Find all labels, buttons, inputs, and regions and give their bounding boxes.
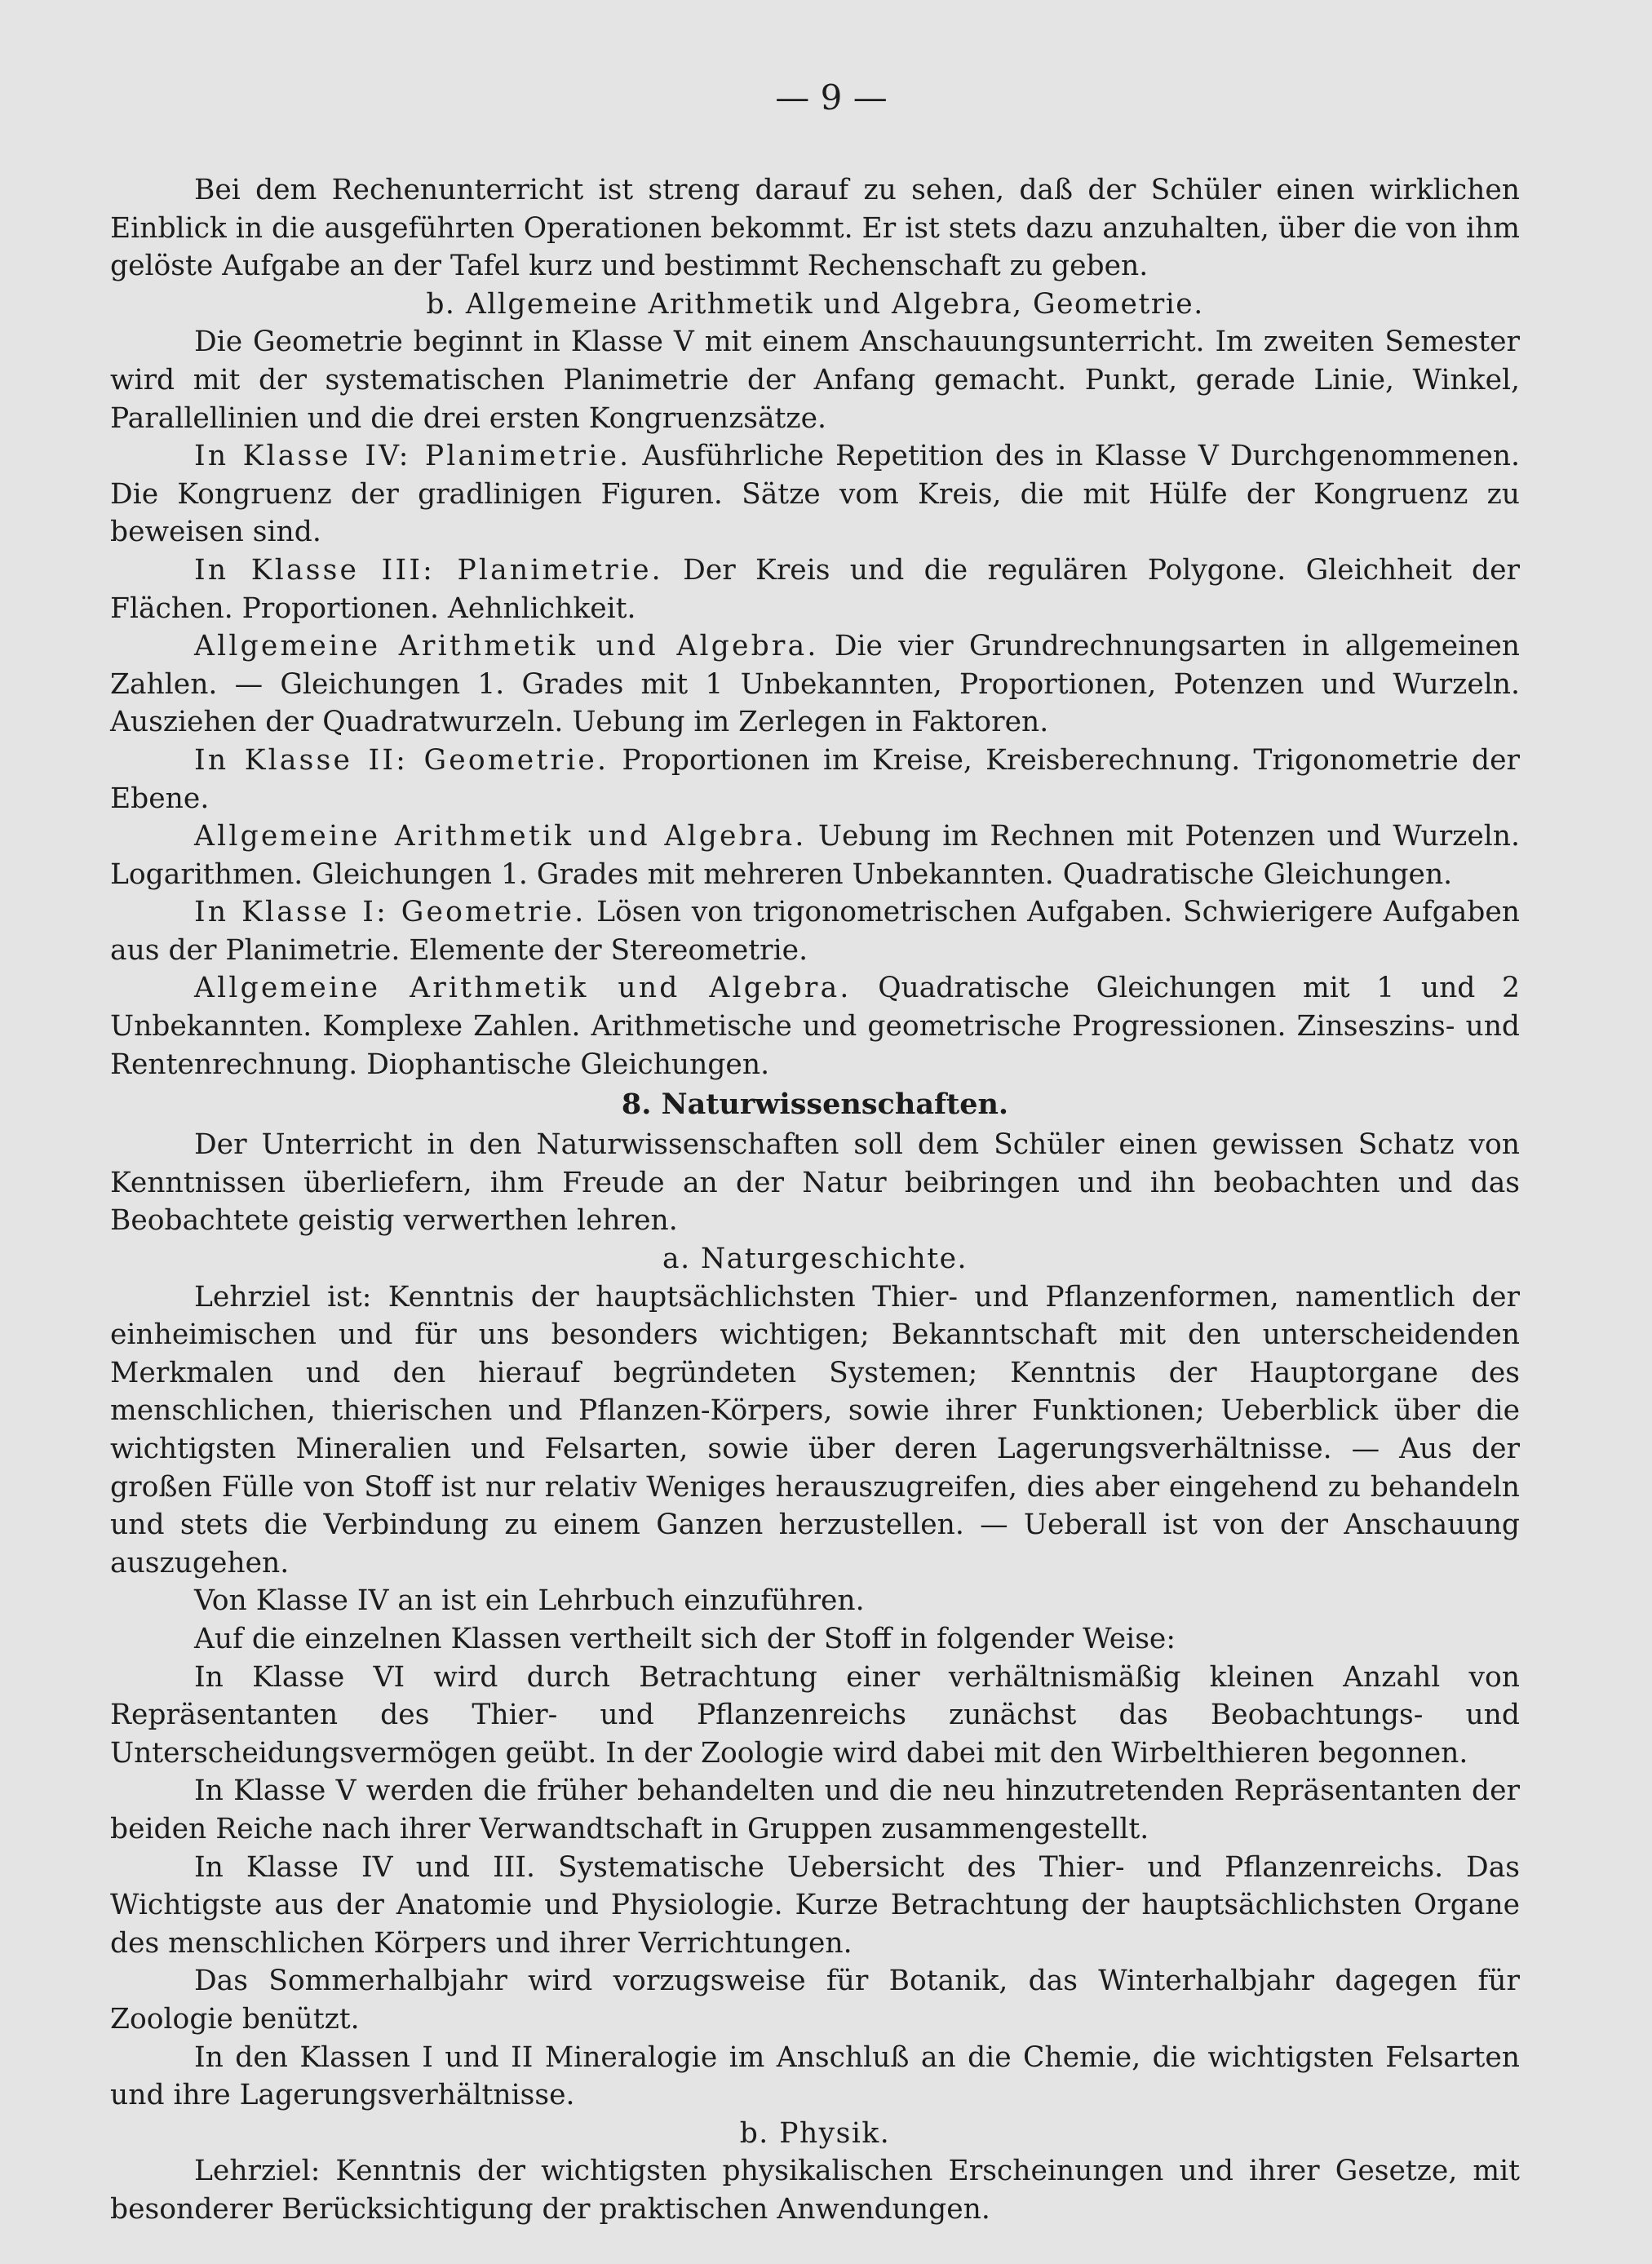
paragraph: Von Klasse IV an ist ein Lehrbuch einzuführen. [194, 1584, 865, 1618]
paragraph: Die Geometrie beginnt in Klasse V mit einem Anschauungsunterricht. Im zweiten Semester wird mit der systematischen Planimetrie der Anfang gemacht. Punkt, gerade Linie, Winkel, Parallellinien und die drei ersten Kongruenzsätze. [110, 326, 1520, 435]
paragraph-text: Ausführliche Repetition des in Klasse V Durchgenommenen. Die Kongruenz der gradlinigen Figuren. Sätze vom Kreis, die mit Hülfe der Kongruenz zu beweisen sind. [110, 440, 1520, 549]
paragraph: In Klasse V werden die früher behandelten und die neu hinzutretenden Repräsentanten der beiden Reiche nach ihrer Verwandtschaft in Gruppen zusammengestellt. [110, 1774, 1520, 1845]
paragraph [110, 969, 1520, 1083]
paragraph [110, 817, 1520, 893]
paragraph-lead: In Klasse IV: Planimetrie. [194, 440, 631, 473]
section-heading: b. Physik. [739, 2116, 891, 2150]
paragraph-lead: In Klasse II: Geometrie. [194, 743, 609, 777]
paragraph [110, 742, 1520, 817]
section-heading: b. Allgemeine Arithmetik und Algebra, Geometrie. [426, 287, 1204, 321]
section-heading: a. Naturgeschichte. [662, 1243, 968, 1276]
paragraph-lead: Allgemeine Arithmetik und Algebra. [194, 972, 852, 1005]
paragraph [110, 552, 1520, 627]
paragraph: Das Sommerhalbjahr wird vorzugsweise für Botanik, das Winterhalbjahr dagegen für Zoologie benützt. [110, 1965, 1520, 2036]
paragraph: Auf die einzelnen Klassen vertheilt sich der Stoff in folgender Weise: [194, 1622, 1176, 1655]
paragraph-lead: In Klasse III: Planimetrie. [194, 553, 663, 587]
page-body [110, 171, 1520, 2228]
paragraph: In Klasse VI wird durch Betrachtung einer verhältnismäßig kleinen Anzahl von Repräsentanten des Thier- und Pflanzenreichs zunächst das Beobachtungs- und Unterscheidungsvermögen geübt. In der Zoologie wird dabei mit den Wirbelthieren begonnen. [110, 1660, 1520, 1770]
paragraph-text: Lösen von trigonometrischen Aufgaben. Schwierigere Aufgaben aus der Planimetrie. Elemente der Stereometrie. [110, 896, 1520, 967]
paragraph: Lehrziel: Kenntnis der wichtigsten physikalischen Erscheinungen und ihrer Gesetze, mit besonderer Berücksichtigung der praktischen Anwendungen. [110, 2155, 1520, 2226]
paragraph [110, 893, 1520, 969]
paragraph-text: Uebung im Rechnen mit Potenzen und Wurzeln. Logarithmen. Gleichungen 1. Grades mit mehreren Unbekannten. Quadratische Gleichungen. [110, 820, 1520, 891]
paragraph-lead: Allgemeine Arithmetik und Algebra. [194, 630, 819, 663]
page-number: — 9 — [775, 78, 888, 117]
paragraph: Lehrziel ist: Kenntnis der hauptsächlichsten Thier- und Pflanzenformen, namentlich der einheimischen und für uns besonders wichtigen; Bekanntschaft mit den unterscheidenden Merkmalen und den hierauf begründeten Systemen; Kenntnis der Hauptorgane des menschlichen, thierischen und Pflanzen-Körpers, sowie ihrer Funktionen; Ueberblick über die wichtigsten Mineralien und Felsarten, sowie über deren Lagerungsverhältnisse. — Aus der großen Fülle von Stoff ist nur relativ Weniges herauszugreifen, dies aber eingehend zu behandeln und stets die Verbindung zu einem Ganzen herzustellen. — Ueberall ist von der Anschauung auszugehen. [110, 1280, 1520, 1579]
paragraph: In Klasse IV und III. Systematische Uebersicht des Thier- und Pflanzenreichs. Das Wichtigste aus der Anatomie und Physiologie. Kurze Betrachtung der hauptsächlichsten Organe des menschlichen Körpers und ihrer Verrichtungen. [110, 1850, 1520, 1960]
paragraph [110, 437, 1520, 552]
paragraph-text: Der Kreis und die regulären Polygone. Gleichheit der Flächen. Proportionen. Aehnlichkeit. [110, 553, 1520, 625]
paragraph-text: Proportionen im Kreise, Kreisberechnung. Trigonometrie der Ebene. [110, 743, 1520, 815]
paragraph-lead: Allgemeine Arithmetik und Algebra. [194, 820, 807, 853]
paragraph: In den Klassen I und II Mineralogie im Anschluß an die Chemie, die wichtigsten Felsarten und ihre Lagerungsverhältnisse. [110, 2040, 1520, 2112]
paragraph: Bei dem Rechenunterricht ist streng darauf zu sehen, daß der Schüler einen wirklichen Einblick in die ausgeführten Operationen bekommt. Er ist stets dazu anzuhalten, über die von ihm gelöste Aufgabe an der Tafel kurz und bestimmt Rechenschaft zu geben. [110, 174, 1520, 283]
paragraph: Der Unterricht in den Naturwissenschaften soll dem Schüler einen gewissen Schatz von Kenntnissen überliefern, ihm Freude an der Natur beibringen und ihn beobachten und das Beobachtete geistig verwerthen lehren. [110, 1128, 1520, 1238]
paragraph-lead: In Klasse I: Geometrie. [194, 896, 587, 929]
paragraph [110, 627, 1520, 742]
paragraph-text: Die vier Grundrechnungsarten in allgemeinen Zahlen. — Gleichungen 1. Grades mit 1 Unbekannten, Proportionen, Potenzen und Wurzeln. Ausziehen der Quadratwurzeln. Uebung im Zerlegen in Faktoren. [110, 630, 1521, 739]
chapter-heading: 8. Naturwissenschaften. [621, 1088, 1009, 1122]
paragraph-text: Quadratische Gleichungen mit 1 und 2 Unbekannten. Komplexe Zahlen. Arithmetische und geometrische Progressionen. Zinseszins- und Rentenrechnung. Diophantische Gleichungen. [110, 972, 1520, 1081]
